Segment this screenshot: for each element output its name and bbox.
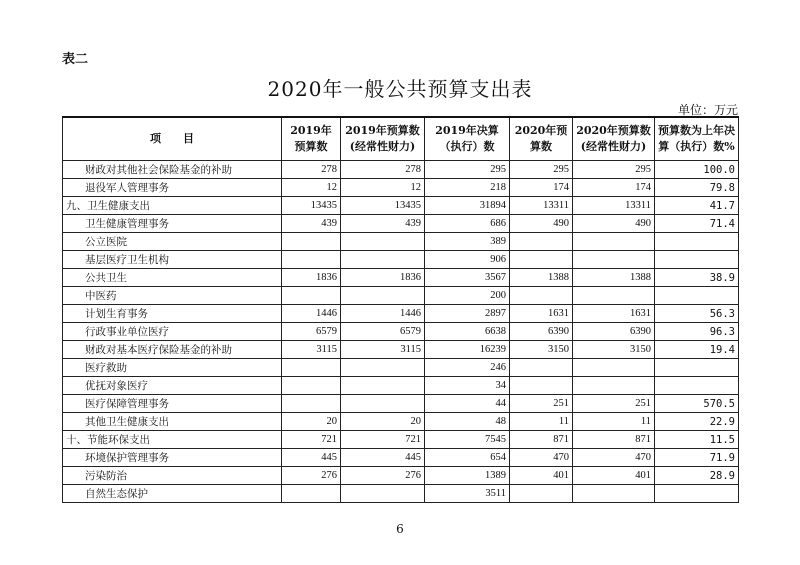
row-value-c6: 22.9 (655, 413, 739, 431)
header-ratio: 预算数为上年决算（执行）数% (655, 117, 739, 161)
row-value-c4 (510, 359, 573, 377)
row-value-c3: 1389 (425, 467, 510, 485)
table-row (63, 269, 739, 287)
header-2019-budget: 2019年预算数 (282, 117, 341, 161)
row-value-c1: 6579 (282, 323, 341, 341)
budget-table (62, 116, 739, 503)
row-value-c1 (282, 251, 341, 269)
row-value-c3: 246 (425, 359, 510, 377)
row-value-c1 (282, 485, 341, 503)
row-value-c2: 276 (341, 467, 425, 485)
table-row (63, 161, 739, 179)
row-item-name: 计划生育事务 (63, 305, 282, 323)
header-2020-budget: 2020年预算数 (510, 117, 573, 161)
row-value-c2: 3115 (341, 341, 425, 359)
row-value-c5: 11 (573, 413, 655, 431)
row-value-c5: 401 (573, 467, 655, 485)
row-value-c1: 20 (282, 413, 341, 431)
row-value-c1 (282, 395, 341, 413)
row-value-c1 (282, 377, 341, 395)
table-row (63, 449, 739, 467)
row-item-name: 财政对其他社会保险基金的补助 (63, 161, 282, 179)
row-value-c4: 1631 (510, 305, 573, 323)
row-value-c1: 439 (282, 215, 341, 233)
row-value-c5: 6390 (573, 323, 655, 341)
row-value-c4 (510, 251, 573, 269)
row-value-c1: 278 (282, 161, 341, 179)
row-value-c5: 490 (573, 215, 655, 233)
row-item-name: 中医药 (63, 287, 282, 305)
row-value-c4: 251 (510, 395, 573, 413)
row-item-name: 公共卫生 (63, 269, 282, 287)
row-value-c1: 12 (282, 179, 341, 197)
row-value-c4 (510, 485, 573, 503)
row-value-c4 (510, 377, 573, 395)
row-value-c6: 79.8 (655, 179, 739, 197)
row-item-name: 污染防治 (63, 467, 282, 485)
row-value-c4: 470 (510, 449, 573, 467)
row-value-c2 (341, 359, 425, 377)
row-value-c1: 721 (282, 431, 341, 449)
table-row (63, 485, 739, 503)
row-value-c4: 13311 (510, 197, 573, 215)
row-value-c3: 44 (425, 395, 510, 413)
table-row (63, 323, 739, 341)
row-value-c4: 490 (510, 215, 573, 233)
table-row (63, 305, 739, 323)
row-value-c5: 1388 (573, 269, 655, 287)
row-value-c2: 1446 (341, 305, 425, 323)
row-value-c2: 439 (341, 215, 425, 233)
table-row (63, 467, 739, 485)
row-value-c2: 721 (341, 431, 425, 449)
page-title: 2020年一般公共预算支出表 (267, 77, 533, 101)
row-value-c2 (341, 485, 425, 503)
row-value-c1: 276 (282, 467, 341, 485)
row-item-name: 基层医疗卫生机构 (63, 251, 282, 269)
row-value-c1: 445 (282, 449, 341, 467)
table-row (63, 215, 739, 233)
row-value-c1 (282, 233, 341, 251)
row-value-c5: 13311 (573, 197, 655, 215)
row-value-c5: 295 (573, 161, 655, 179)
row-value-c4: 6390 (510, 323, 573, 341)
row-value-c5: 174 (573, 179, 655, 197)
row-value-c5: 1631 (573, 305, 655, 323)
table-row (63, 395, 739, 413)
row-value-c1: 1836 (282, 269, 341, 287)
row-value-c2 (341, 377, 425, 395)
row-value-c6: 570.5 (655, 395, 739, 413)
row-value-c4: 3150 (510, 341, 573, 359)
row-value-c6: 11.5 (655, 431, 739, 449)
row-value-c4: 401 (510, 467, 573, 485)
row-value-c3: 3567 (425, 269, 510, 287)
row-value-c2: 445 (341, 449, 425, 467)
row-item-name: 环境保护管理事务 (63, 449, 282, 467)
row-value-c6 (655, 377, 739, 395)
row-value-c3: 200 (425, 287, 510, 305)
row-value-c5: 3150 (573, 341, 655, 359)
row-value-c4: 11 (510, 413, 573, 431)
row-value-c3: 906 (425, 251, 510, 269)
row-item-name: 自然生态保护 (63, 485, 282, 503)
row-item-name: 卫生健康管理事务 (63, 215, 282, 233)
table-row (63, 359, 739, 377)
row-value-c6: 56.3 (655, 305, 739, 323)
row-item-name: 财政对基本医疗保险基金的补助 (63, 341, 282, 359)
row-value-c3: 6638 (425, 323, 510, 341)
row-item-name: 十、节能环保支出 (63, 431, 282, 449)
table-row (63, 341, 739, 359)
row-value-c4: 295 (510, 161, 573, 179)
header-item: 项 目 (63, 117, 282, 161)
row-value-c3: 218 (425, 179, 510, 197)
row-value-c6 (655, 233, 739, 251)
header-row (63, 117, 739, 161)
row-value-c6 (655, 485, 739, 503)
row-value-c5: 470 (573, 449, 655, 467)
table-row (63, 251, 739, 269)
row-value-c1: 3115 (282, 341, 341, 359)
page-number: 6 (396, 522, 404, 536)
unit-label: 单位：万元 (677, 103, 738, 117)
row-item-name: 行政事业单位医疗 (63, 323, 282, 341)
row-value-c6: 71.4 (655, 215, 739, 233)
row-item-name: 优抚对象医疗 (63, 377, 282, 395)
row-value-c2: 20 (341, 413, 425, 431)
row-value-c5: 251 (573, 395, 655, 413)
row-value-c2: 278 (341, 161, 425, 179)
row-value-c2 (341, 395, 425, 413)
row-value-c6: 100.0 (655, 161, 739, 179)
row-value-c6 (655, 251, 739, 269)
row-value-c4: 174 (510, 179, 573, 197)
row-value-c6: 71.9 (655, 449, 739, 467)
row-value-c2 (341, 233, 425, 251)
row-value-c1 (282, 287, 341, 305)
row-value-c3: 3511 (425, 485, 510, 503)
row-value-c3: 48 (425, 413, 510, 431)
header-2019-final: 2019年决算（执行）数 (425, 117, 510, 161)
row-value-c2 (341, 251, 425, 269)
row-value-c5 (573, 251, 655, 269)
row-value-c3: 31894 (425, 197, 510, 215)
row-value-c3: 16239 (425, 341, 510, 359)
row-value-c6 (655, 359, 739, 377)
doc-label: 表二 (62, 52, 89, 67)
row-value-c3: 654 (425, 449, 510, 467)
row-item-name: 医疗保障管理事务 (63, 395, 282, 413)
row-value-c2: 1836 (341, 269, 425, 287)
row-value-c5 (573, 287, 655, 305)
row-value-c2: 12 (341, 179, 425, 197)
row-value-c2: 13435 (341, 197, 425, 215)
row-item-name: 退役军人管理事务 (63, 179, 282, 197)
row-value-c3: 2897 (425, 305, 510, 323)
row-item-name: 九、卫生健康支出 (63, 197, 282, 215)
table-row (63, 197, 739, 215)
row-value-c1: 1446 (282, 305, 341, 323)
row-item-name: 公立医院 (63, 233, 282, 251)
row-value-c6: 19.4 (655, 341, 739, 359)
row-item-name: 医疗救助 (63, 359, 282, 377)
row-value-c6: 96.3 (655, 323, 739, 341)
table-row (63, 377, 739, 395)
row-value-c3: 7545 (425, 431, 510, 449)
row-value-c5 (573, 485, 655, 503)
row-value-c5 (573, 233, 655, 251)
row-value-c3: 34 (425, 377, 510, 395)
row-value-c1: 13435 (282, 197, 341, 215)
row-value-c3: 686 (425, 215, 510, 233)
table-row (63, 413, 739, 431)
row-value-c2 (341, 287, 425, 305)
row-item-name: 其他卫生健康支出 (63, 413, 282, 431)
row-value-c5 (573, 377, 655, 395)
row-value-c3: 389 (425, 233, 510, 251)
row-value-c6: 38.9 (655, 269, 739, 287)
table-row (63, 233, 739, 251)
row-value-c4 (510, 287, 573, 305)
table-row (63, 179, 739, 197)
row-value-c5 (573, 359, 655, 377)
table-row (63, 287, 739, 305)
header-2019-budget-regular: 2019年预算数(经常性财力) (341, 117, 425, 161)
row-value-c6 (655, 287, 739, 305)
row-value-c2: 6579 (341, 323, 425, 341)
row-value-c4 (510, 233, 573, 251)
row-value-c4: 871 (510, 431, 573, 449)
table-row (63, 431, 739, 449)
row-value-c6: 41.7 (655, 197, 739, 215)
row-value-c4: 1388 (510, 269, 573, 287)
row-value-c3: 295 (425, 161, 510, 179)
row-value-c6: 28.9 (655, 467, 739, 485)
row-value-c1 (282, 359, 341, 377)
header-2020-budget-regular: 2020年预算数(经常性财力) (573, 117, 655, 161)
row-value-c5: 871 (573, 431, 655, 449)
